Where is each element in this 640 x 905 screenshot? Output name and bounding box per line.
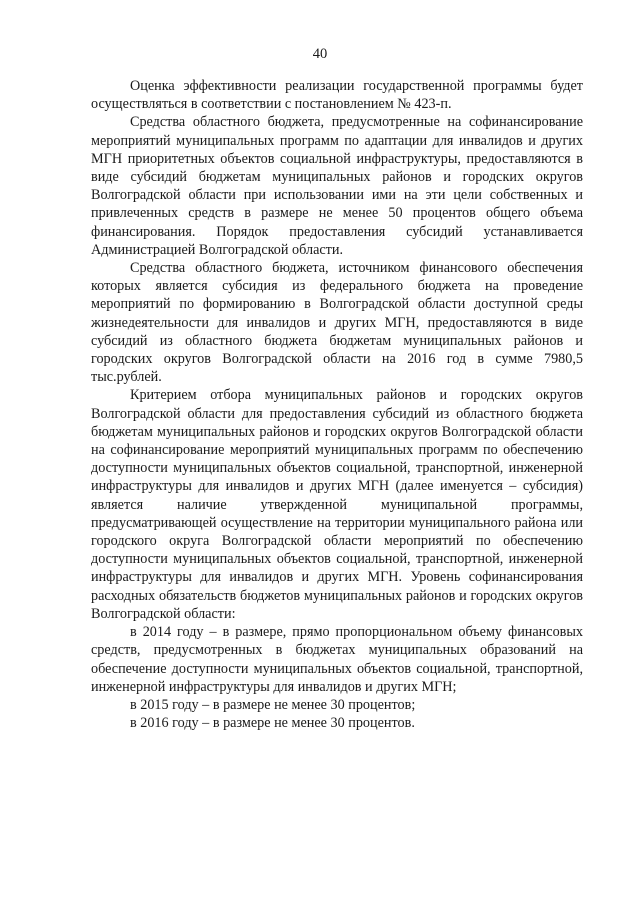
- paragraph-selection-criterion: Критерием отбора муниципальных районов и городских округов Волгоградской области для предоставления субсидий из областного бюджета бюджетам муниципальных районов и городских округов Волгоградской области на софинансирование мероприятий муниципальных программ по обеспечению доступности муниципальных объектов социальной, транспортной, инженерной инфраструктуры для инвалидов и других МГН (далее именуется – субсидия) является наличие утвержденной муниципальной программы, предусматривающей осуществление на территории муниципального района или городского округа Волгоградской области мероприятий по обеспечению доступности муниципальных объектов социальной, транспортной, инженерной инфраструктуры для инвалидов и других МГН. Уровень софинансирования расходных обязательств бюджетов муниципальных районов и городских округов Волгоградской области:: [91, 387, 583, 622]
- paragraph-year-2016: в 2016 году – в размере не менее 30 процентов.: [130, 715, 415, 732]
- document-body: [91, 77, 583, 732]
- page-number: 40: [312, 46, 328, 62]
- paragraph-year-2014: в 2014 году – в размере, прямо пропорциональном объему финансовых средств, предусмотренных в бюджетах муниципальных образований на обеспечение доступности муниципальных объектов социальной, транспортной, инженерной инфраструктуры для инвалидов и других МГН;: [91, 624, 583, 695]
- paragraph-efficiency-assessment: Оценка эффективности реализации государственной программы будет осуществляться в соответствии с постановлением № 423-п.: [91, 78, 583, 113]
- paragraph-year-2015: в 2015 году – в размере не менее 30 процентов;: [130, 696, 416, 713]
- paragraph-regional-budget-cofinancing: Средства областного бюджета, предусмотренные на софинансирование мероприятий муниципальных программ по адаптации для инвалидов и других МГН приоритетных объектов социальной инфраструктуры, предоставляются в виде субсидий бюджетам муниципальных районов и городских округов Волгоградской области при использовании ими на эти цели собственных и привлеченных средств в размере не менее 50 процентов общего объема финансирования. Порядок предоставления субсидий устанавливается Администрацией Волгоградской области.: [91, 114, 583, 258]
- paragraph-federal-subsidy: Средства областного бюджета, источником финансового обеспечения которых является субсидия из федерального бюджета на проведение мероприятий по формированию в Волгоградской области доступной среды жизнедеятельности для инвалидов и других МГН, предоставляются в виде субсидий из областного бюджета бюджетам муниципальных районов и городских округов Волгоградской области на 2016 год в сумме 7980,5 тыс.рублей.: [91, 260, 583, 386]
